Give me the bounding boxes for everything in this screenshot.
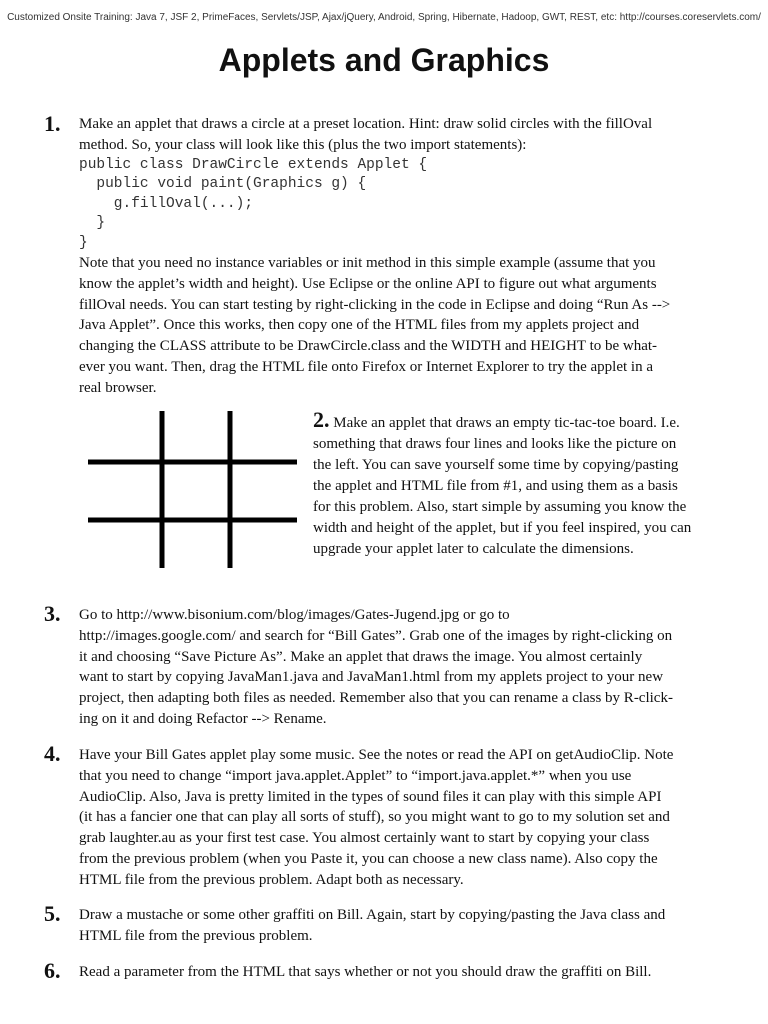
problem-body: Make an applet that draws an empty tic-tac-toe board. I.e. something that draws four lines and looks like the picture on the left. You can save yourself some time by copying/pasting the applet and HTML file from #1, and using them as a basis for this problem. Also, start simple by assuming you know the width and height of the applet, but if you feel inspired, you can upgrade your applet later to calculate the dimensions. <box>313 415 692 557</box>
problem-intro: Make an applet that draws a circle at a preset location. Hint: draw solid circles with the fillOval method. So, your class will look like this (plus the two import statements): <box>79 116 653 153</box>
problem-body <box>79 114 724 399</box>
problem-number: 6. <box>44 958 61 983</box>
problem-body: Go to http://www.bisonium.com/blog/images/Gates-Jugend.jpg or go to http://images.google.com/ and search for “Bill Gates”. Grab one of the images by right-clicking on it and choosing “Save Picture As”. Make an applet that draws the image. You almost certainly want to start by copying JavaMan1.java and JavaMan1.html from my applets project to your new project, then adapting both files as needed. Remember also that you can rename a class by R-click- ing on it and doing Refactor --> Rename. <box>79 607 673 727</box>
problem-body: Draw a mustache or some other graffiti on Bill. Again, start by copying/pasting the Java class and HTML file from the previous problem. <box>79 907 666 944</box>
problem-number: 3. <box>44 601 61 626</box>
problem-outro: Note that you need no instance variables or init method in this simple example (assume that you know the applet’s width and height). Use Eclipse or the online API to figure out what arguments fillOval needs. You can start testing by right-clicking in the code in Eclipse and doing “Run As --> Java Applet”. Once this works, then copy one of the HTML files from my applets project and changing the CLASS attribute to be DrawCircle.class and the WIDTH and HEIGHT to be what- ever you want. Then, drag the HTML file onto Firefox or Internet Explorer to try the applet in a real browser. <box>79 255 671 396</box>
header-banner: Customized Onsite Training: Java 7, JSF 2, PrimeFaces, Servlets/JSP, Ajax/jQuery, Android, Spring, Hibernate, Hadoop, GWT, REST, etc: http://courses.coreservlets.com/ <box>7 12 761 23</box>
code-sample: public class DrawCircle extends Applet { public void paint(Graphics g) { g.fillOval(...); } } <box>79 156 428 251</box>
problem-2 <box>313 407 723 560</box>
problem-number: 2. <box>313 407 330 432</box>
problem-body: Read a parameter from the HTML that says whether or not you should draw the graffiti on Bill. <box>79 964 652 980</box>
tic-tac-toe-board <box>88 411 298 569</box>
problem-body: Have your Bill Gates applet play some music. See the notes or read the API on getAudioClip. Note that you need to change “import java.applet.Applet” to “import.java.applet.*” when you use AudioClip. Also, Java is pretty limited in the types of sound files it can play with this simple API (it has a fancier one that can play all sorts of stuff), so you might want to go to my solution set and grab laughter.au as your first test case. You almost certainly want to start by copying your class from the previous problem (when you Paste it, you can choose a new class name). Also copy the HTML file from the previous problem. Adapt both as necessary. <box>79 747 674 888</box>
problem-number: 1. <box>44 111 61 136</box>
page-title: Applets and Graphics <box>218 42 550 78</box>
problem-number: 4. <box>44 741 61 766</box>
problem-number: 5. <box>44 901 61 926</box>
